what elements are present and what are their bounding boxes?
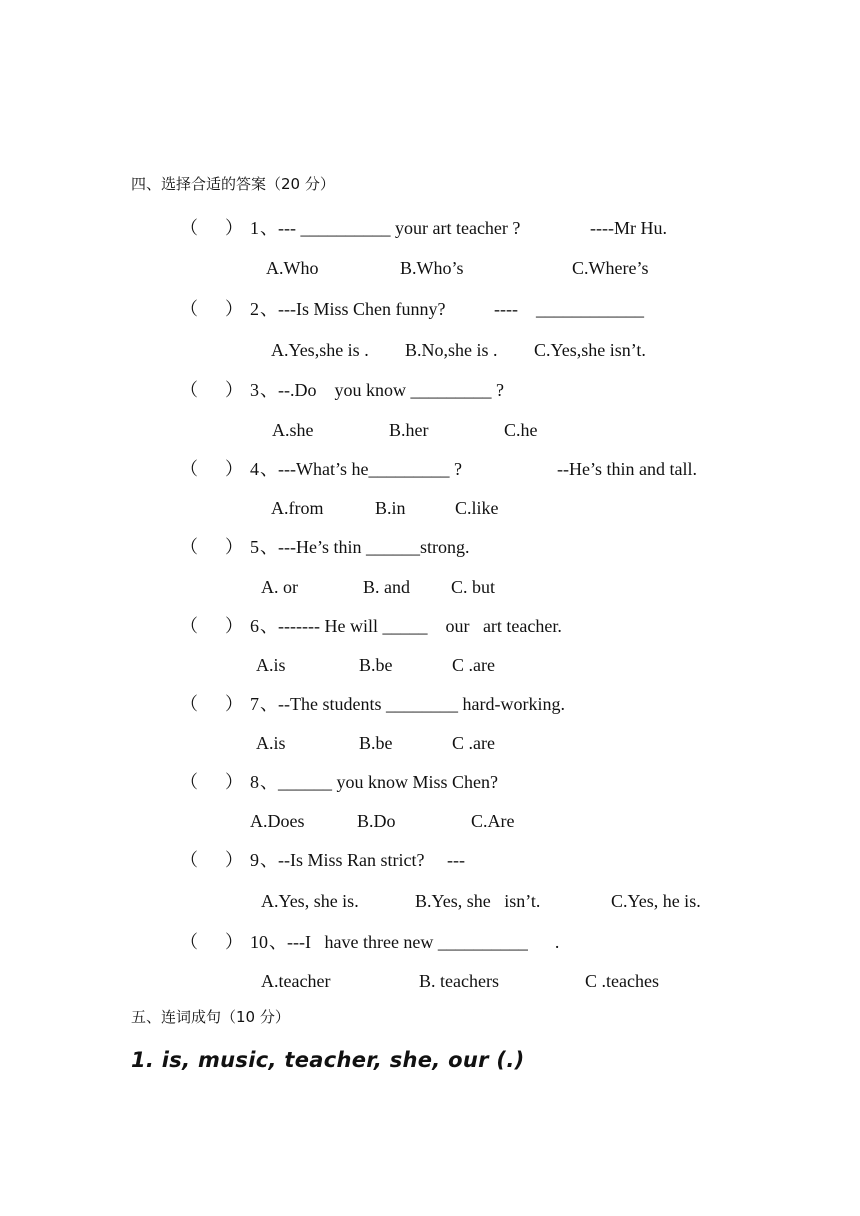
paren-open: （ [180,459,198,479]
option-c: C .are [452,733,495,753]
option-a: A.from [271,498,324,518]
paren-open: （ [180,380,198,400]
question-answer: --He’s thin and tall. [557,459,697,479]
paren-close: ） [225,616,243,636]
paren-close: ） [225,850,243,870]
option-c: C.like [455,498,499,518]
option-b: B.Do [357,811,396,831]
option-a: A.is [256,655,286,675]
paren-close: ） [225,772,243,792]
question-text: 、--The students ________ hard-working. [260,694,565,714]
option-c: C .teaches [585,971,659,991]
option-a: A.Who [266,258,319,278]
question-number: 2 [250,299,259,319]
option-c: C.Where’s [572,258,649,278]
paren-close: ） [225,380,243,400]
question-text: 、---He’s thin ______strong. [260,537,470,557]
paren-close: ） [225,218,243,238]
question-text: 、------- He will _____ our art teacher. [260,616,562,636]
paren-close: ） [225,459,243,479]
question-answer: ---- ____________ [494,299,644,319]
paren-close: ） [225,694,243,714]
option-b: B. teachers [419,971,499,991]
option-b: B. and [363,577,410,597]
option-c: C. but [451,577,496,597]
option-a: A.teacher [261,971,331,991]
option-c: C .are [452,655,495,675]
option-b: B.Who’s [400,258,464,278]
question-number: 8 [250,772,259,792]
question-text: 、--Is Miss Ran strict? --- [260,850,465,870]
question-answer: ----Mr Hu. [590,218,667,238]
option-c: C.Are [471,811,515,831]
question-number: 7 [250,694,259,714]
question-text: 、______ you know Miss Chen? [260,772,498,792]
question-number: 5 [250,537,259,557]
paren-open: （ [180,616,198,636]
section-4-title: 四、选择合适的答案（20 分） [131,175,335,193]
option-b: B.be [359,733,393,753]
question-text: 、---Is Miss Chen funny? [260,299,446,319]
paren-open: （ [180,299,198,319]
question-text: 、--.Do you know _________ ? [260,380,504,400]
option-c: C.Yes, he is. [611,891,701,911]
option-b: B.her [389,420,429,440]
paren-open: （ [180,772,198,792]
option-b: B.No,she is . [405,340,498,360]
paren-close: ） [225,932,243,952]
option-c: C.he [504,420,538,440]
option-a: A. or [261,577,298,597]
option-c: C.Yes,she isn’t. [534,340,646,360]
option-a: A.Does [250,811,305,831]
question-text: 、---I have three new __________ . [269,932,560,952]
question-number: 10 [250,932,268,952]
question-number: 6 [250,616,259,636]
option-b: B.in [375,498,406,518]
option-a: A.she [272,420,314,440]
question-text: 、--- __________ your art teacher ? [260,218,521,238]
question-number: 4 [250,459,259,479]
paren-close: ） [225,299,243,319]
paren-open: （ [180,850,198,870]
option-a: A.Yes,she is . [271,340,369,360]
option-a: A.is [256,733,286,753]
sentence-item-1: 1. is, music, teacher, she, our (.) [131,1048,525,1072]
paren-open: （ [180,932,198,952]
option-b: B.be [359,655,393,675]
question-number: 1 [250,218,259,238]
paren-open: （ [180,537,198,557]
question-number: 9 [250,850,259,870]
option-a: A.Yes, she is. [261,891,359,911]
paren-close: ） [225,537,243,557]
option-b: B.Yes, she isn’t. [415,891,541,911]
question-number: 3 [250,380,259,400]
section-5-title: 五、连词成句（10 分） [131,1008,290,1026]
paren-open: （ [180,218,198,238]
paren-open: （ [180,694,198,714]
question-text: 、---What’s he_________ ? [260,459,462,479]
